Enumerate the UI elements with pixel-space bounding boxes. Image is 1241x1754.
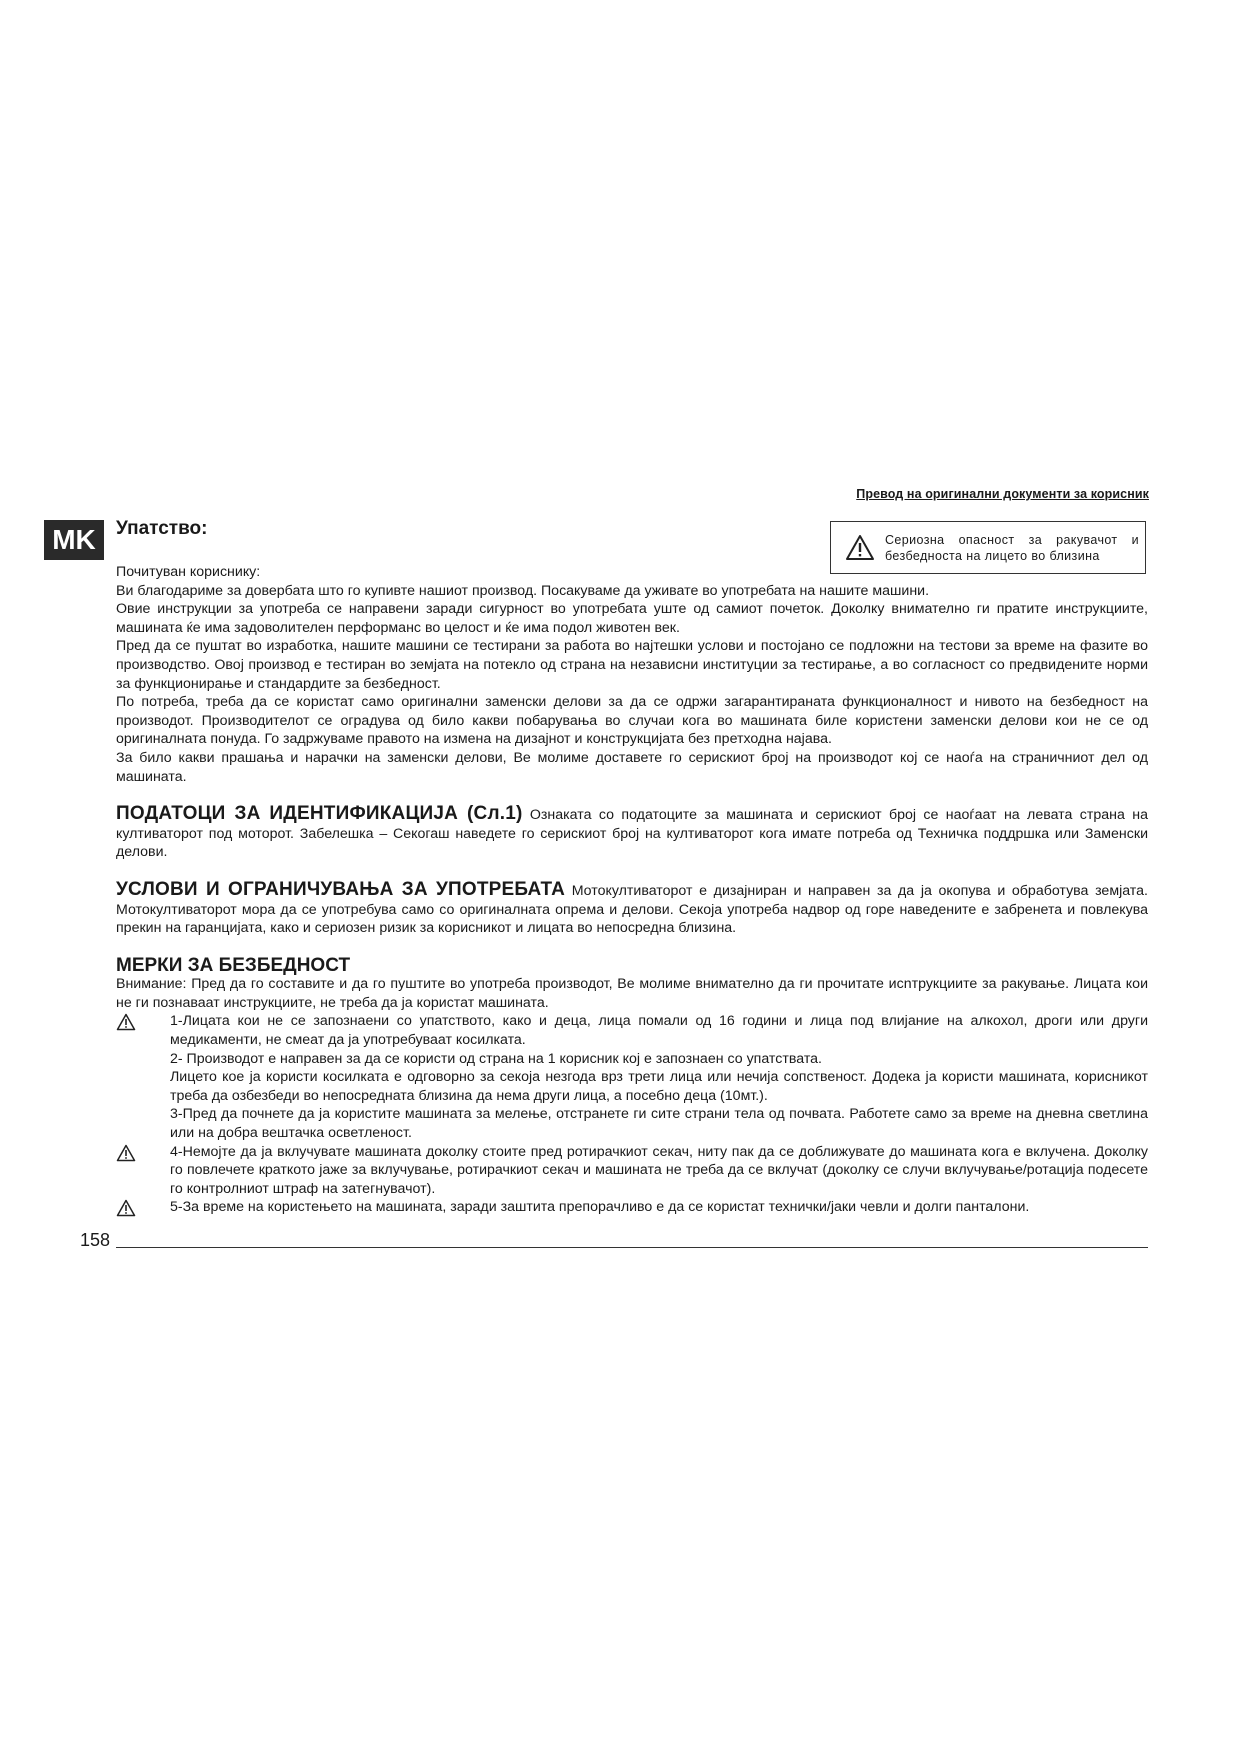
greeting: Почитуван кориснику: [116,564,261,580]
intro-paragraph-1: Ви благодариме за довербата што го купивте нашиот производ. Посакуваме да уживате во употребата на нашите машини. [116,582,930,599]
conditions-section [116,878,1148,938]
safety-item-text: 1-Лицата кои не се запознаени со упатството, како и деца, лица помали од 16 години и лица под влијание на алкохол, дроги или други медикаменти, не смеат да ја употребуваат косилката. [170,1013,1148,1049]
intro-paragraph-3: Пред да се пуштат во изработка, нашите машини се тестирани за работа во најтешки услови и постојано се подложни на тестови за време на фазите во производство. Овој производ е тестиран во земјата на потекло од страна на независни институции за тестирање, а во согласност со предвидените норми за функционирање и стандардите за безбедност. [116,638,1148,692]
safety-item-text: 3-Пред да почнете да ја користите машината за мелење, отстранете ги сите страни тела од почвата. Работете само за време на дневна светлина или на добра вештачка осветленост. [170,1106,1148,1142]
intro-paragraph-4: По потреба, треба да се користат само оригинални заменски делови за да се одржи загарантираната функционалност и нивото на безбедност на производот. Производителот се оградува од било какви побарувања во случаи кога во машината биле користени заменски делови кои не се од оригиналната понуда. Го задржуваме правото на измена на дизајнот и конструкцијата без претходна најава. [116,694,1148,748]
safety-item-4 [116,1105,1148,1142]
warning-triangle-icon [845,534,875,561]
warning-legend-text: Сериозна опасност за ракувачот и безбедноста на лицето во близина [885,532,1139,563]
intro-paragraph-5: За било какви прашања и нарачки на заменски делови, Ве молиме доставете го серискиот број на производот кој се наоѓа на страничниот дел од машината. [116,749,1148,785]
identification-text: Ознаката со податоците за машината и серискиот број се наоѓаат на левата страна на култиваторот под моторот. Забелешка – Секогаш наведете го серискиот број на култиваторот кога имате потреба од Техничка поддршка или Заменски делови. [116,807,1149,861]
page-number: 158 [80,1230,111,1250]
safety-item-text: 4-Немојте да ја вклучувате машината доколку стоите пред ротирачкиот секач, ниту пак да се доближувате до машината кога е вклучена. Доколку го повлечете краткото јаже за вклучување, ротирачкиот секач и машината не треба да се вклучат (доколку се случи вклучување/ротација подесете го контролниот штраф на затегнувачот). [170,1143,1148,1197]
safety-item-5 [116,1143,1148,1199]
safety-item-text: 2- Производот е направен за да се користи од страна на 1 корисник кој е запознаен со упатствата. [170,1050,822,1067]
identification-section [116,805,1148,862]
warning-triangle-icon [116,1013,136,1031]
language-badge: MK [44,520,104,560]
conditions-heading: УСЛОВИ И ОГРАНИЧУВАЊА ЗА УПОТРЕБАТА [116,878,566,900]
safety-item-6 [116,1198,1148,1217]
intro-paragraph-2: Овие инструкции за употреба се направени заради сигурност во употребата уште од самиот почеток. Доколку внимателно ги пратите инструкциите, машината ќе има задоволителен перформанс во целост и ќе има подол животен век. [116,601,1148,636]
safety-item-text: 5-За време на користењето на машината, заради заштита препорачливо е да се користат технички/јаки чевли и долги панталони. [170,1199,1030,1216]
safety-item-text: Лицето кое ја користи косилката е одговорно за секоја незгода врз трети лица или нечија сопственост. Додека ја користи машината, корисникот треба да озбезбеди во непосредната близина да нема други лица, а посебно деца (10мт.). [170,1069,1148,1104]
safety-heading: МЕРКИ ЗА БЕЗБЕДНОСТ [116,954,351,976]
safety-item-2 [116,1050,1148,1069]
safety-intro: Внимание: Пред да го составите и да го пуштите во употреба производот, Ве молиме внимателно да ги прочитате исnтрукциите за ракување. Лицата кои не ги познаваат инструкциите, не треба да ја користат машината. [116,976,1148,1011]
safety-item-3 [116,1068,1148,1105]
translation-note: Превод на оригинални документи за корисник [856,487,1149,501]
document-body [116,563,1148,1217]
safety-item-1 [116,1012,1148,1049]
warning-triangle-icon [116,1144,136,1162]
footer-divider [116,1247,1148,1248]
identification-heading: ПОДАТОЦИ ЗА ИДЕНТИФИКАЦИЈА (Сл.1) [116,803,523,825]
conditions-text: Мотокултиваторот е дизајниран и направен за да ја окопува и обработува земјата. Мотокултиваторот мора да се употребува само со оригиналната опрема и делови. Секоја употреба надвор од горе наведените е забренета и повлекува прекин на гаранцијата, како и сериозен ризик за корисникот и лицата во непосредна близина. [116,882,1148,937]
warning-triangle-icon [116,1199,136,1217]
page-title: Упатство: [116,518,208,539]
